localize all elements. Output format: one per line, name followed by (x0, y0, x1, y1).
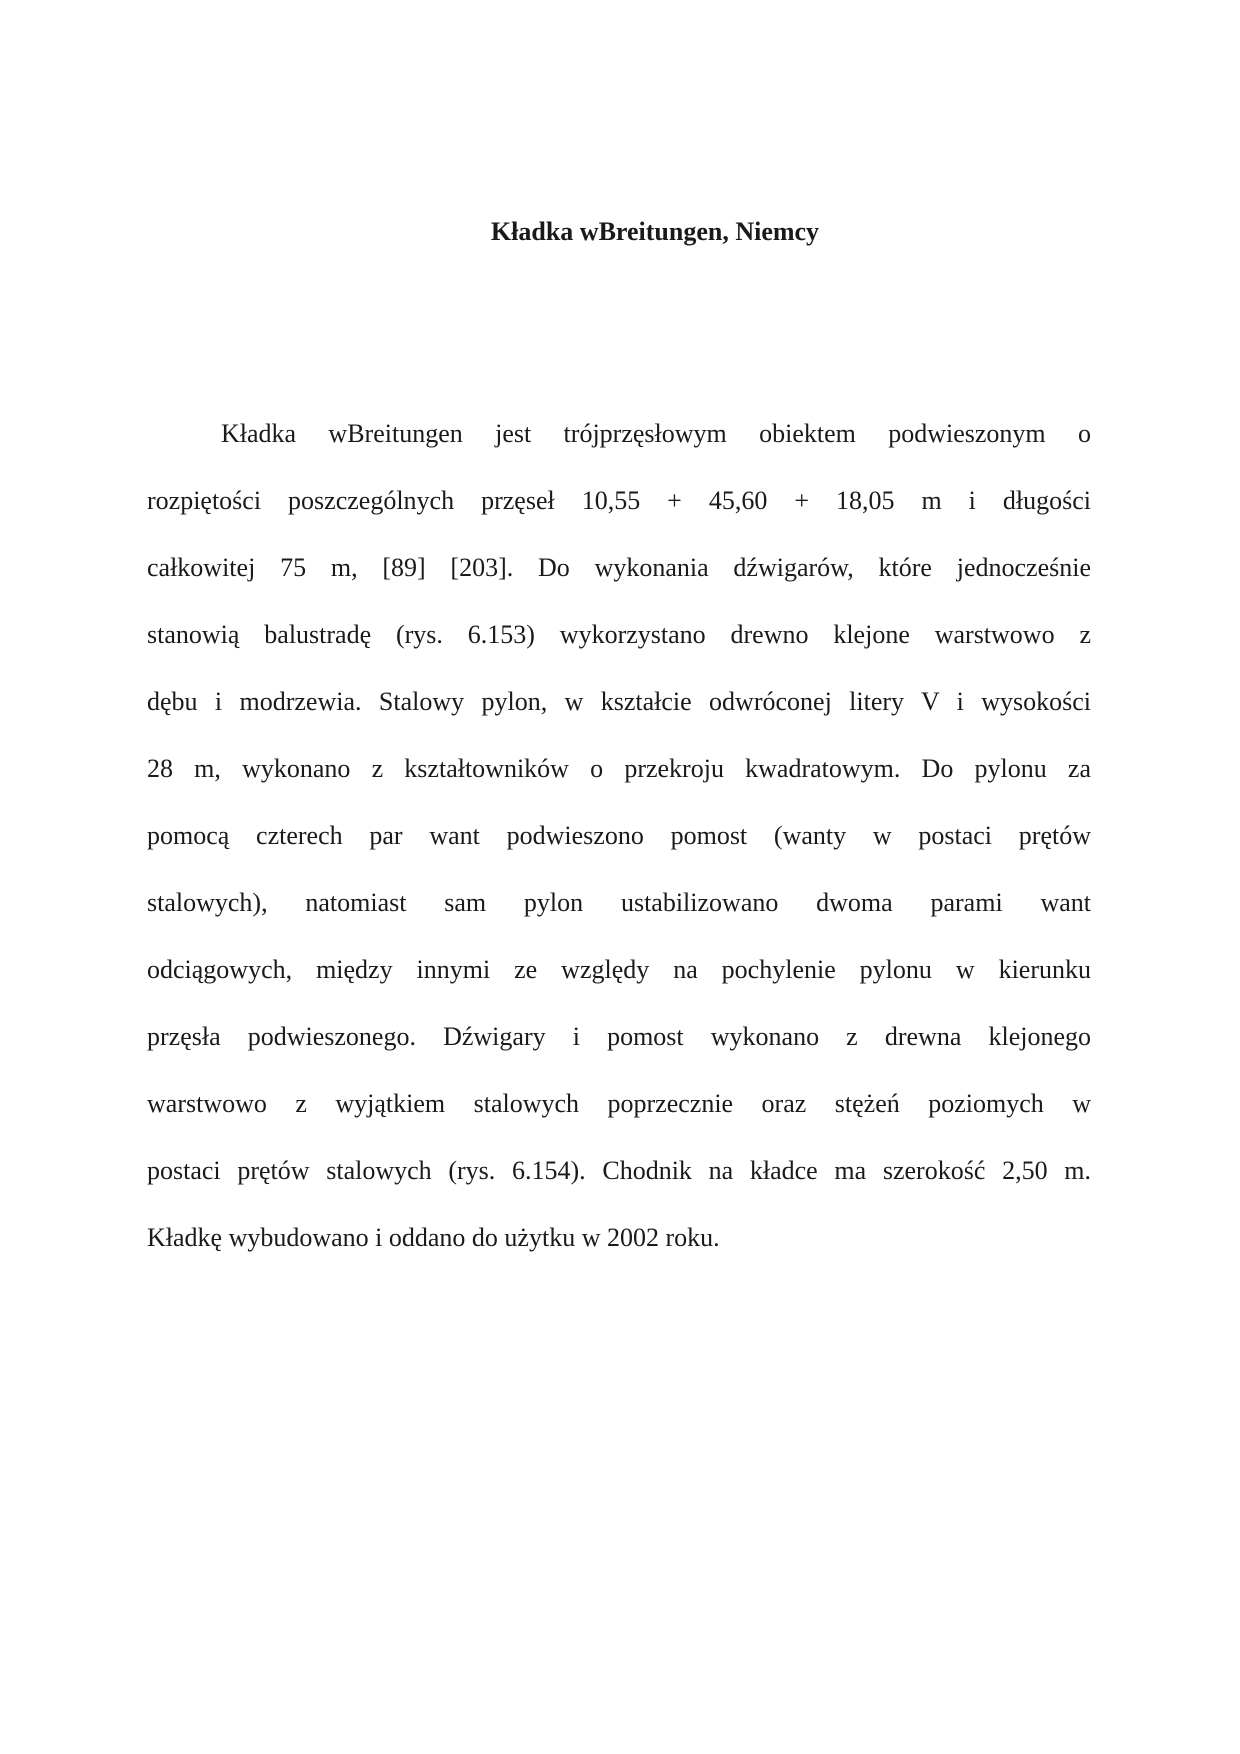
paragraph-line: 28 m, wykonano z kształtowników o przekroju kwadratowym. Do pylonu za (147, 754, 1091, 783)
paragraph-line: stanowią balustradę (rys. 6.153) wykorzystano drewno klejone warstwowo z (147, 620, 1091, 649)
paragraph-line: całkowitej 75 m, [89] [203]. Do wykonania dźwigarów, które jednocześnie (147, 553, 1091, 582)
paragraph-line: stalowych), natomiast sam pylon ustabilizowano dwoma parami want (147, 888, 1091, 917)
document-title: Kładka wBreitungen, Niemcy (490, 217, 820, 246)
paragraph-line: postaci prętów stalowych (rys. 6.154). Chodnik na kładce ma szerokość 2,50 m. (147, 1156, 1091, 1185)
paragraph-line: warstwowo z wyjątkiem stalowych poprzecznie oraz stężeń poziomych w (147, 1089, 1091, 1118)
paragraph-line: Kładkę wybudowano i oddano do użytku w 2002 roku. (147, 1223, 720, 1252)
body-paragraph (147, 414, 1091, 1285)
paragraph-line: przęsła podwieszonego. Dźwigary i pomost wykonano z drewna klejonego (147, 1022, 1091, 1051)
paragraph-line: dębu i modrzewia. Stalowy pylon, w kształcie odwróconej litery V i wysokości (147, 687, 1091, 716)
paragraph-line: Kładka wBreitungen jest trójprzęsłowym obiektem podwieszonym o (221, 419, 1091, 448)
paragraph-line: rozpiętości poszczególnych przęseł 10,55 + 45,60 + 18,05 m i długości (147, 486, 1091, 515)
paragraph-line: pomocą czterech par want podwieszono pomost (wanty w postaci prętów (147, 821, 1091, 850)
paragraph-line: odciągowych, między innymi ze względy na pochylenie pylonu w kierunku (147, 955, 1091, 984)
